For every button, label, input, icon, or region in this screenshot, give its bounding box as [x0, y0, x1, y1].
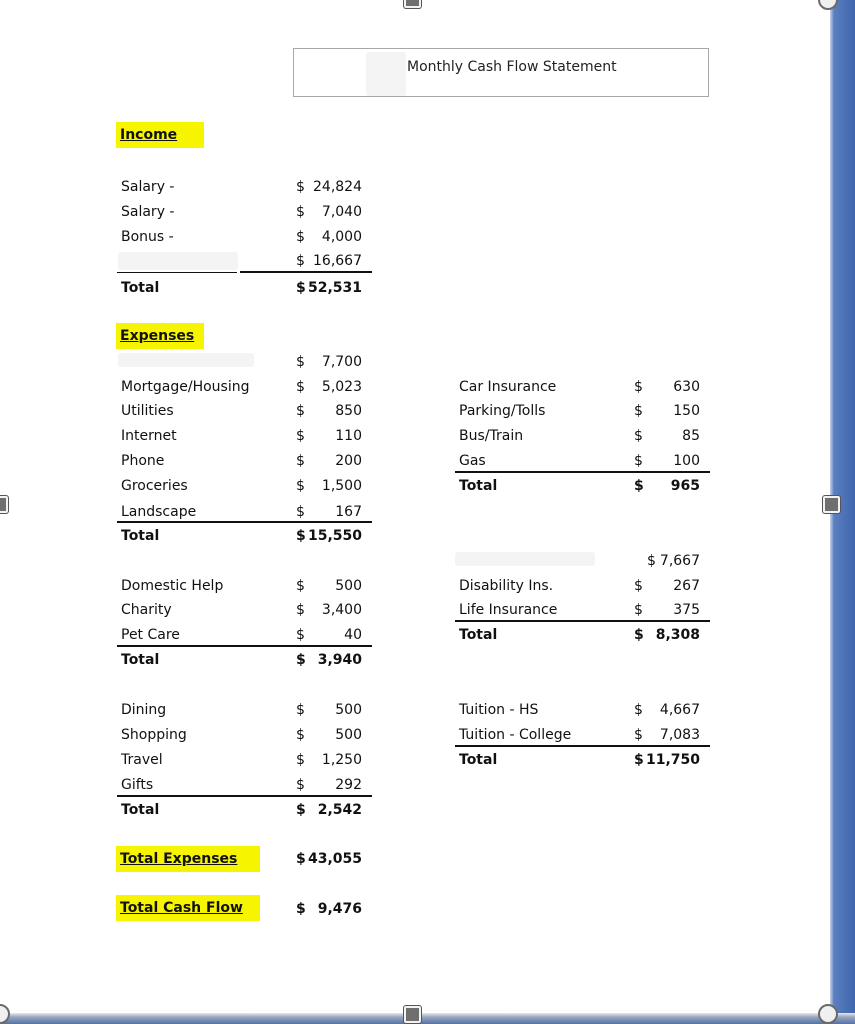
- insurance-row-1-dollar: $: [647, 553, 656, 569]
- transport-total-dollar: $: [634, 478, 644, 494]
- exp-g3-row-2-dollar: $: [296, 727, 305, 743]
- exp-g2-row-1-amount: 500: [335, 578, 362, 594]
- income-row-2-label: Salary -: [121, 204, 175, 220]
- income-row-1-dollar: $: [296, 179, 305, 195]
- exp-g1-row-4-dollar: $: [296, 428, 305, 444]
- transport-row-2-amount: 150: [673, 403, 700, 419]
- exp-g2-row-2-label: Charity: [121, 602, 172, 618]
- income-row-1-amount: 24,824: [313, 179, 362, 195]
- exp-g2-row-1-label: Domestic Help: [121, 578, 224, 594]
- income-row-3-label: Bonus -: [121, 229, 174, 245]
- expenses-heading: Expenses: [116, 323, 204, 349]
- exp-g1-row-5-label: Phone: [121, 453, 165, 469]
- exp-g1-total-dollar: $: [296, 528, 306, 544]
- exp-g2-total-label: Total: [121, 652, 160, 668]
- tuition-total-amount: 11,750: [646, 752, 701, 768]
- transport-row-4-amount: 100: [673, 453, 700, 469]
- exp-g2-row-3-label: Pet Care: [121, 627, 180, 643]
- tuition-total-dollar: $: [634, 752, 644, 768]
- total-cash-flow-amount: 9,476: [317, 901, 362, 917]
- income-total-amount: 52,531: [307, 280, 362, 296]
- redacted-label: [455, 552, 595, 566]
- insurance-row-1-amount: 7,667: [659, 553, 700, 569]
- resize-handle-right[interactable]: [823, 496, 840, 513]
- exp-g1-row-6-amount: 1,500: [321, 478, 362, 494]
- tuition-total-label: Total: [459, 752, 498, 768]
- income-row-3-amount: 4,000: [321, 229, 362, 245]
- exp-g1-row-6-dollar: $: [296, 478, 305, 494]
- exp-g3-row-3-amount: 1,250: [321, 752, 362, 768]
- total-cash-flow-label: Total Cash Flow: [116, 895, 260, 921]
- tuition-row-1-label: Tuition - HS: [459, 702, 539, 718]
- exp-g3-row-3-label: Travel: [121, 752, 163, 768]
- exp-g1-row-3-amount: 850: [335, 403, 362, 419]
- transport-row-2-label: Parking/Tolls: [459, 403, 546, 419]
- exp-g3-row-2-label: Shopping: [121, 727, 187, 743]
- transport-row-4-label: Gas: [459, 453, 486, 469]
- transport-row-4-dollar: $: [634, 453, 643, 469]
- exp-g2-row-3-dollar: $: [296, 627, 305, 643]
- exp-g3-total-amount: 2,542: [317, 802, 362, 818]
- resize-handle-top[interactable]: [404, 0, 421, 8]
- insurance-row-2-label: Disability Ins.: [459, 578, 554, 594]
- insurance-row-2-dollar: $: [634, 578, 643, 594]
- exp-g1-row-3-dollar: $: [296, 403, 305, 419]
- exp-g3-row-4-label: Gifts: [121, 777, 154, 793]
- tuition-total-rule: [455, 745, 710, 747]
- transport-row-2-dollar: $: [634, 403, 643, 419]
- exp-g1-total-amount: 15,550: [307, 528, 362, 544]
- insurance-total-amount: 8,308: [655, 627, 700, 643]
- exp-g2-row-2-dollar: $: [296, 602, 305, 618]
- tuition-row-2-label: Tuition - College: [459, 727, 572, 743]
- income-row-1-label: Salary -: [121, 179, 175, 195]
- total-expenses-label: Total Expenses: [116, 846, 260, 872]
- transport-row-3-amount: 85: [682, 428, 700, 444]
- transport-total-rule: [455, 471, 710, 473]
- page-title: Monthly Cash Flow Statement: [407, 59, 617, 75]
- exp-g2-total-rule: [117, 645, 372, 647]
- exp-g1-row-2-label: Mortgage/Housing: [121, 379, 250, 395]
- insurance-row-3-dollar: $: [634, 602, 643, 618]
- tuition-row-1-amount: 4,667: [659, 702, 700, 718]
- exp-g3-row-1-dollar: $: [296, 702, 305, 718]
- exp-g3-total-label: Total: [121, 802, 160, 818]
- exp-g3-row-3-dollar: $: [296, 752, 305, 768]
- exp-g1-row-7-amount: 167: [335, 504, 362, 520]
- insurance-row-2-amount: 267: [673, 578, 700, 594]
- income-row-2-amount: 7,040: [321, 204, 362, 220]
- redacted-area: [366, 52, 406, 96]
- tuition-row-1-dollar: $: [634, 702, 643, 718]
- exp-g1-row-3-label: Utilities: [121, 403, 174, 419]
- exp-g1-row-1-dollar: $: [296, 354, 305, 370]
- exp-g1-total-label: Total: [121, 528, 160, 544]
- exp-g1-total-rule: [117, 521, 372, 523]
- exp-g3-row-1-amount: 500: [335, 702, 362, 718]
- transport-row-3-label: Bus/Train: [459, 428, 524, 444]
- exp-g1-row-5-amount: 200: [335, 453, 362, 469]
- exp-g1-row-6-label: Groceries: [121, 478, 188, 494]
- exp-g3-row-4-amount: 292: [335, 777, 362, 793]
- exp-g2-total-amount: 3,940: [317, 652, 362, 668]
- tuition-row-2-amount: 7,083: [659, 727, 700, 743]
- exp-g1-row-7-dollar: $: [296, 504, 305, 520]
- exp-g1-row-2-amount: 5,023: [321, 379, 362, 395]
- transport-total-amount: 965: [670, 478, 700, 494]
- resize-handle-bottom[interactable]: [404, 1006, 421, 1023]
- income-row-4-amount: 16,667: [313, 253, 362, 269]
- exp-g1-row-1-amount: 7,700: [321, 354, 362, 370]
- resize-handle-bottom-right[interactable]: [818, 1004, 838, 1024]
- income-row-4-dollar: $: [296, 253, 305, 269]
- exp-g2-row-2-amount: 3,400: [321, 602, 362, 618]
- transport-row-1-dollar: $: [634, 379, 643, 395]
- exp-g3-row-1-label: Dining: [121, 702, 167, 718]
- transport-row-1-amount: 630: [673, 379, 700, 395]
- insurance-row-3-label: Life Insurance: [459, 602, 558, 618]
- income-row-3-dollar: $: [296, 229, 305, 245]
- income-total-dollar: $: [296, 280, 306, 296]
- exp-g1-row-4-amount: 110: [335, 428, 362, 444]
- insurance-row-3-amount: 375: [673, 602, 700, 618]
- exp-g1-row-4-label: Internet: [121, 428, 177, 444]
- exp-g3-row-2-amount: 500: [335, 727, 362, 743]
- income-heading: Income: [116, 122, 204, 148]
- exp-g3-row-4-dollar: $: [296, 777, 305, 793]
- exp-g2-total-dollar: $: [296, 652, 306, 668]
- exp-g2-row-1-dollar: $: [296, 578, 305, 594]
- redacted-label: [118, 252, 238, 270]
- exp-g3-total-dollar: $: [296, 802, 306, 818]
- exp-g1-row-2-dollar: $: [296, 379, 305, 395]
- transport-row-3-dollar: $: [634, 428, 643, 444]
- total-cash-flow-dollar: $: [296, 901, 306, 917]
- tuition-row-2-dollar: $: [634, 727, 643, 743]
- transport-row-1-label: Car Insurance: [459, 379, 557, 395]
- exp-g1-row-7-label: Landscape: [121, 504, 197, 520]
- total-expenses-dollar: $: [296, 851, 306, 867]
- income-total-rule-left: [117, 272, 237, 273]
- income-total-rule: [240, 271, 372, 273]
- total-expenses-amount: 43,055: [307, 851, 362, 867]
- transport-total-label: Total: [459, 478, 498, 494]
- redacted-label: [118, 353, 254, 367]
- insurance-total-dollar: $: [634, 627, 644, 643]
- window-frame-bottom: [0, 1013, 855, 1024]
- exp-g3-total-rule: [117, 795, 372, 797]
- insurance-total-label: Total: [459, 627, 498, 643]
- resize-handle-left[interactable]: [0, 496, 8, 513]
- exp-g2-row-3-amount: 40: [344, 627, 362, 643]
- income-row-2-dollar: $: [296, 204, 305, 220]
- income-total-label: Total: [121, 280, 160, 296]
- insurance-total-rule: [455, 620, 710, 622]
- exp-g1-row-5-dollar: $: [296, 453, 305, 469]
